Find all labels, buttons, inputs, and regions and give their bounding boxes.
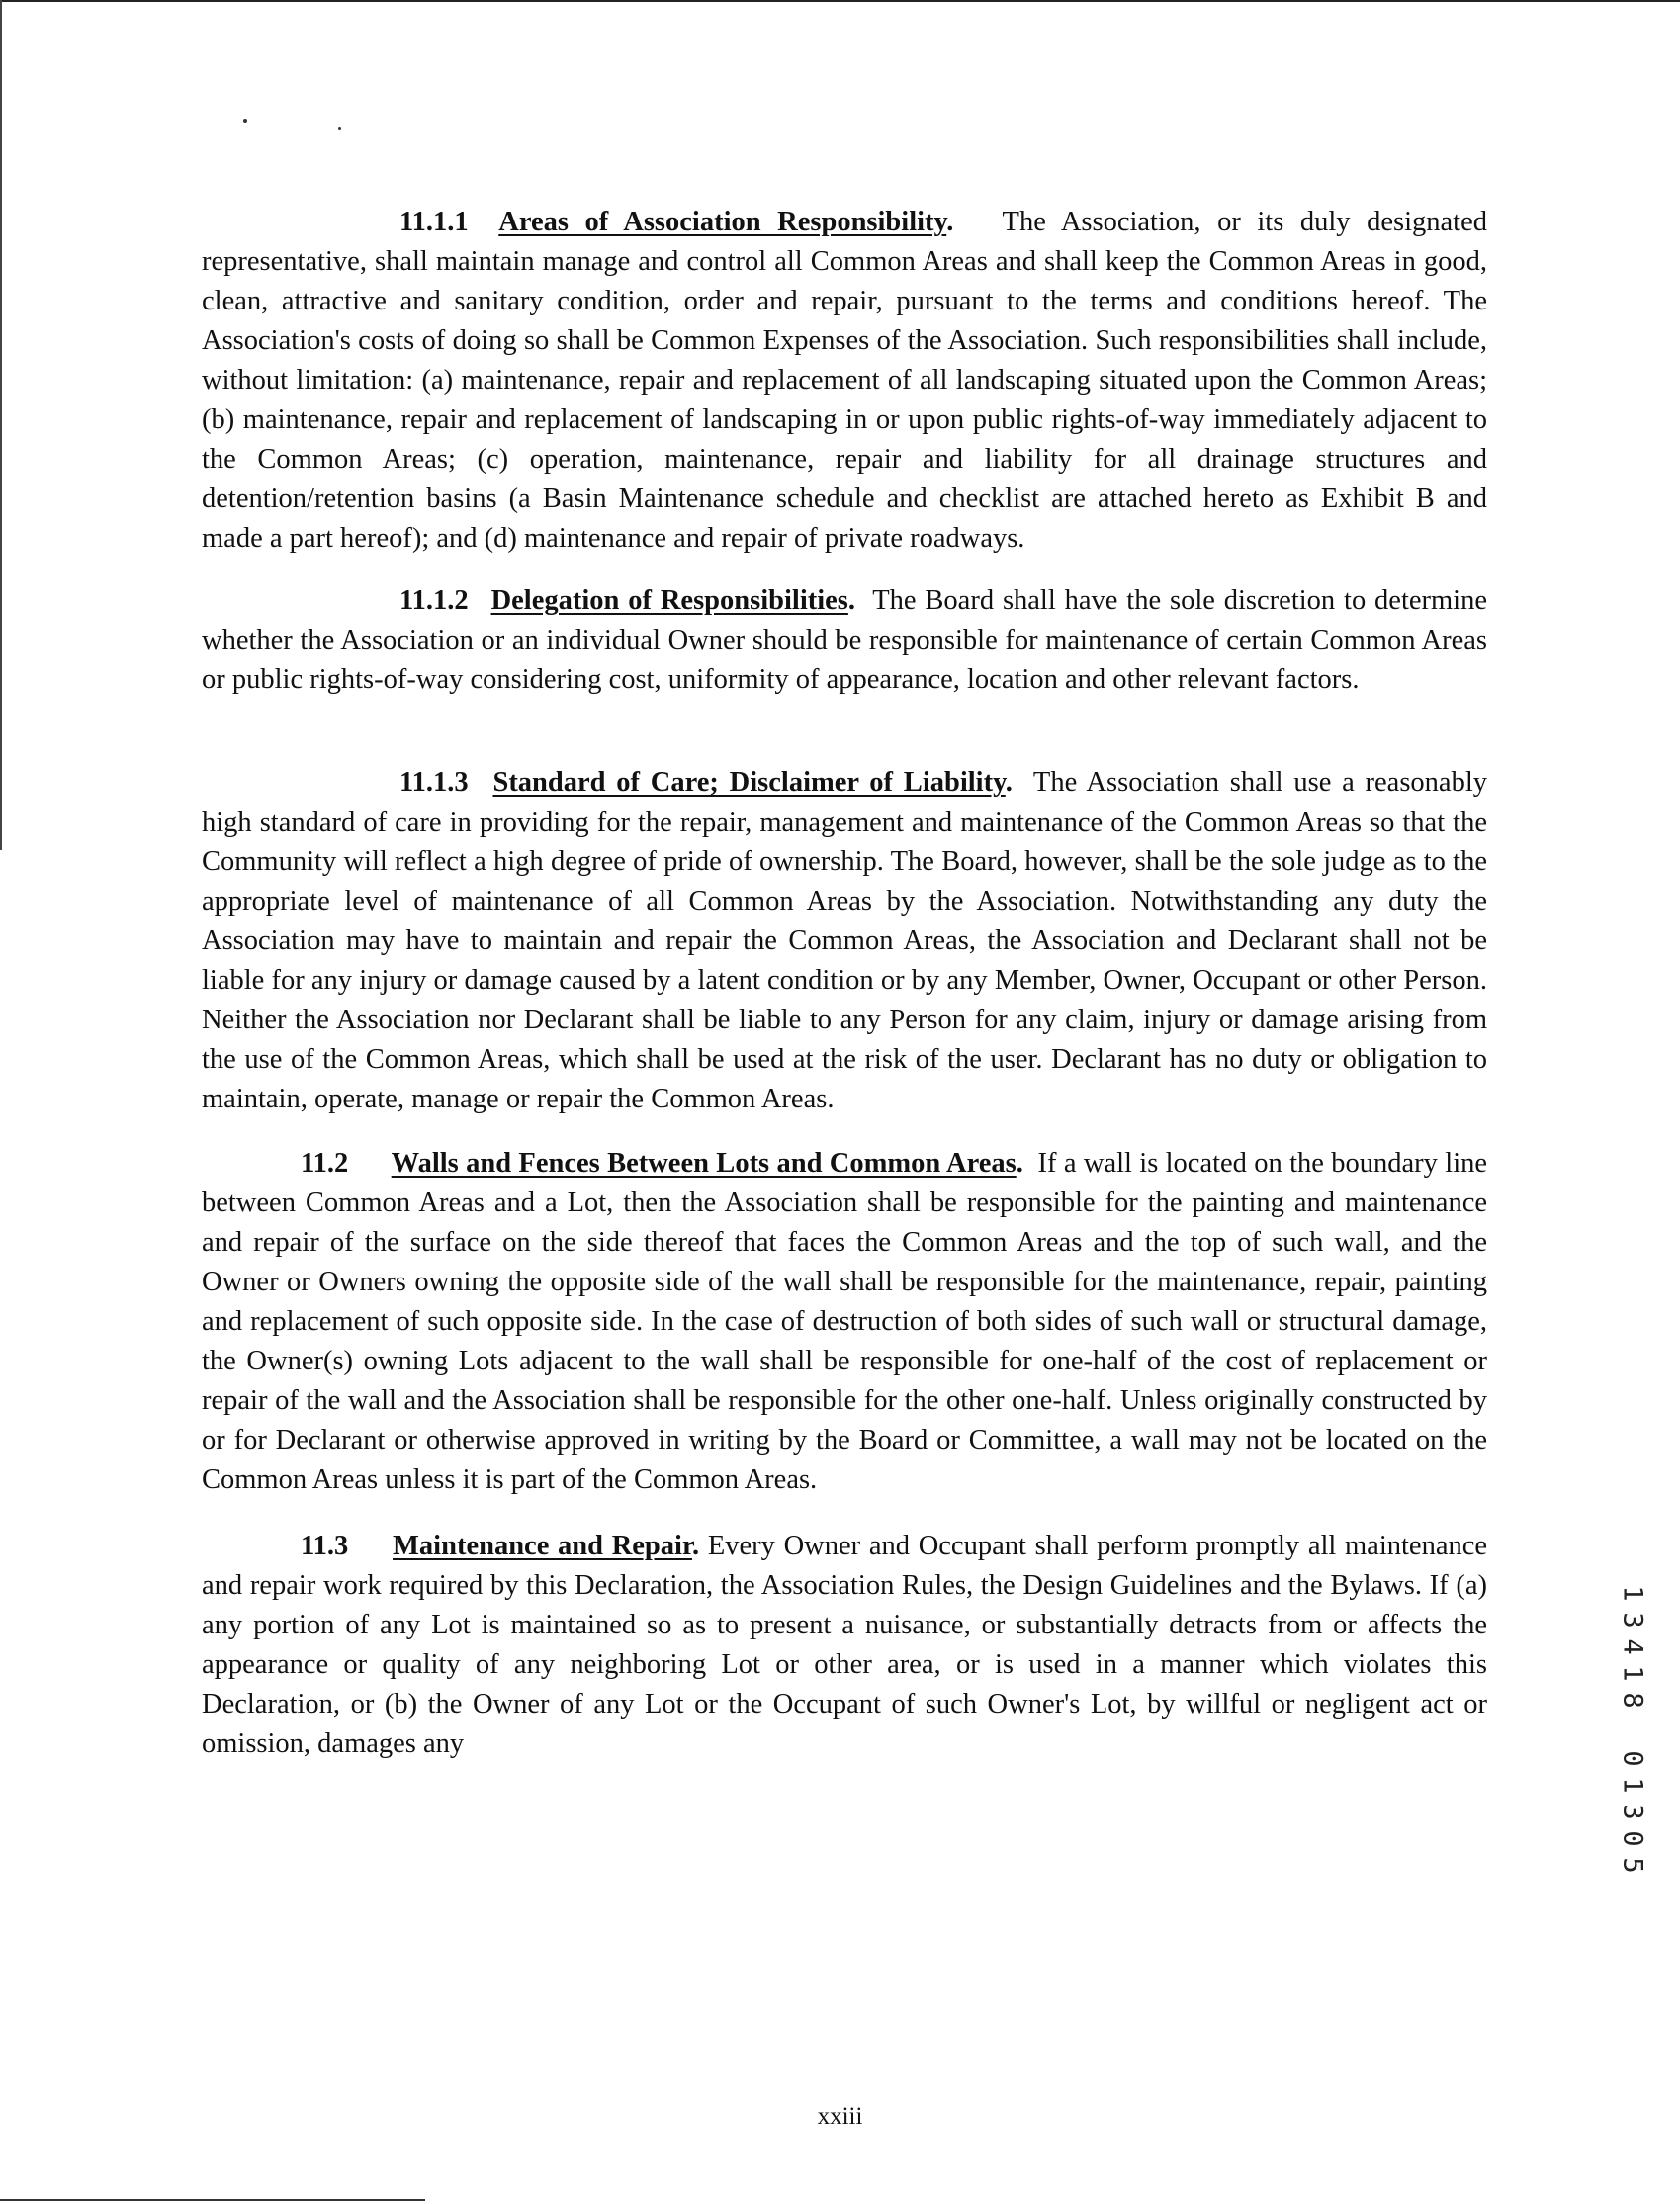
- section-number: 11.1.3: [399, 767, 469, 798]
- section-number: 11.3: [301, 1531, 349, 1561]
- section-11-1-1: 11.1.1 Areas of Association Responsibility. The Association, or its duly designated representative, shall maintain manage and control all Common Areas and shall keep the Common Areas in good, clean, attractive and sanitary condition, order and repair, pursuant to the terms and conditions hereof. The Association's costs of doing so shall be Common Expenses of the Association. Such responsibilities shall include, without limitation: (a) maintenance, repair and replacement of all landscaping situated upon the Common Areas; (b) maintenance, repair and replacement of landscaping in or upon public rights-of-way immediately adjacent to the Common Areas; (c) operation, maintenance, repair and liability for all drainage structures and detention/retention basins (a Basin Maintenance schedule and checklist are attached hereto as Exhibit B and made a part hereof); and (d) maintenance and repair of private roadways.: [202, 203, 1487, 559]
- stamp-digit: 4: [1617, 1638, 1648, 1655]
- recording-stamp-part2: [1617, 1745, 1648, 1879]
- section-11-1-3: 11.1.3 Standard of Care; Disclaimer of Liability. The Association shall use a reasonably high standard of care in providing for the repair, management and maintenance of the Common Areas so that the Community will reflect a high degree of pride of ownership. The Board, however, shall be the sole judge as to the appropriate level of maintenance of all Common Areas by the Association. Notwithstanding any duty the Association may have to maintain and repair the Common Areas, the Association and Declarant shall not be liable for any injury or damage caused by a latent condition or by any Member, Owner, Occupant or other Person. Neither the Association nor Declarant shall be liable to any Person for any claim, injury or damage arising from the use of the Common Areas, which shall be used at the risk of the user. Declarant has no duty or obligation to maintain, operate, manage or repair the Common Areas.: [202, 763, 1487, 1119]
- stamp-digit: 0: [1617, 1830, 1648, 1847]
- section-number: 11.2: [301, 1148, 349, 1179]
- stamp-digit: 5: [1617, 1857, 1648, 1874]
- section-body: The Association, or its duly designated representative, shall maintain manage and control all Common Areas and shall keep the Common Areas in good, clean, attractive and sanitary condition, order and repair, pursuant to the terms and conditions hereof. The Association's costs of doing so shall be Common Expenses of the Association. Such responsibilities shall include, without limitation: (a) maintenance, repair and replacement of all landscaping situated upon the Common Areas; (b) maintenance, repair and replacement of landscaping in or upon public rights-of-way immediately adjacent to the Common Areas; (c) operation, maintenance, repair and liability for all drainage structures and detention/retention basins (a Basin Maintenance schedule and checklist are attached hereto as Exhibit B and made a part hereof); and (d) maintenance and repair of private roadways.: [202, 207, 1487, 554]
- section-heading: Areas of Association Responsibility: [498, 207, 947, 237]
- section-body: Every Owner and Occupant shall perform promptly all maintenance and repair work required by this Declaration, the Association Rules, the Design Guidelines and the Bylaws. If (a) any portion of any Lot is maintained so as to present a nuisance, or substantially detracts from or affects the appearance or quality of any neighboring Lot or other area, or is used in a manner which violates this Declaration, or (b) the Owner of any Lot or the Occupant of such Owner's Lot, by willful or negligent act or omission, damages any: [202, 1531, 1488, 1759]
- section-11-2: 11.2 Walls and Fences Between Lots and Common Areas. If a wall is located on the boundary line between Common Areas and a Lot, then the Association shall be responsible for the painting and maintenance and repair of the surface on the side thereof that faces the Common Areas and the top of such wall, and the Owner or Owners owning the opposite side of the wall shall be responsible for the maintenance, repair, painting and replacement of such opposite side. In the case of destruction of both sides of such wall or structural damage, the Owner(s) owning Lots adjacent to the wall shall be responsible for one-half of the cost of replacement or repair of the wall and the Association shall be responsible for the other one-half. Unless originally constructed by or for Declarant or otherwise approved in writing by the Board or Committee, a wall may not be located on the Common Areas unless it is part of the Common Areas.: [202, 1144, 1487, 1500]
- section-11-3: 11.3 Maintenance and Repair. Every Owner and Occupant shall perform promptly all maintenance and repair work required by this Declaration, the Association Rules, the Design Guidelines and the Bylaws. If (a) any portion of any Lot is maintained so as to present a nuisance, or substantially detracts from or affects the appearance or quality of any neighboring Lot or other area, or is used in a manner which violates this Declaration, or (b) the Owner of any Lot or the Occupant of such Owner's Lot, by willful or negligent act or omission, damages any: [202, 1527, 1487, 1764]
- scan-speck: [243, 119, 247, 123]
- document-body: [202, 203, 1487, 1764]
- section-number: 11.1.1: [399, 207, 469, 237]
- recording-stamp-part1: [1617, 1580, 1648, 1714]
- section-11-1-2: 11.1.2 Delegation of Responsibilities. The Board shall have the sole discretion to determine whether the Association or an individual Owner should be responsible for maintenance of certain Common Areas or public rights-of-way considering cost, uniformity of appearance, location and other relevant factors.: [202, 581, 1487, 700]
- section-body: The Association shall use a reasonably high standard of care in providing for the repair, management and maintenance of the Common Areas so that the Community will reflect a high degree of pride of ownership. The Board, however, shall be the sole judge as to the appropriate level of maintenance of all Common Areas by the Association. Notwithstanding any duty the Association may have to maintain and repair the Common Areas, the Association and Declarant shall not be liable for any injury or damage caused by a latent condition or by any Member, Owner, Occupant or other Person. Neither the Association nor Declarant shall be liable to any Person for any claim, injury or damage arising from the use of the Common Areas, which shall be used at the risk of the user. Declarant has no duty or obligation to maintain, operate, manage or repair the Common Areas.: [202, 767, 1487, 1114]
- section-heading: Walls and Fences Between Lots and Common Areas: [391, 1148, 1017, 1179]
- stamp-digit: 3: [1617, 1804, 1648, 1820]
- section-heading: Delegation of Responsibilities: [490, 585, 848, 616]
- scan-speck: [338, 127, 341, 130]
- scan-top-edge: [0, 0, 1680, 2]
- stamp-digit: 1: [1617, 1777, 1648, 1794]
- section-heading: Maintenance and Repair: [393, 1531, 692, 1561]
- section-body: The Board shall have the sole discretion to determine whether the Association or an individual Owner should be responsible for maintenance of certain Common Areas or public rights-of-way considering cost, uniformity of appearance, location and other relevant factors.: [202, 585, 1488, 695]
- stamp-digit: 1: [1617, 1585, 1648, 1602]
- stamp-digit: 0: [1617, 1750, 1648, 1767]
- section-heading: Standard of Care; Disclaimer of Liability: [492, 767, 1006, 798]
- stamp-digit: 1: [1617, 1665, 1648, 1682]
- section-number: 11.1.2: [399, 585, 469, 616]
- section-body: If a wall is located on the boundary line between Common Areas and a Lot, then the Association shall be responsible for the painting and maintenance and repair of the surface on the side thereof that faces the Common Areas and the top of such wall, and the Owner or Owners owning the opposite side of the wall shall be responsible for the maintenance, repair, painting and replacement of such opposite side. In the case of destruction of both sides of such wall or structural damage, the Owner(s) owning Lots adjacent to the wall shall be responsible for one-half of the cost of replacement or repair of the wall and the Association shall be responsible for the other one-half. Unless originally constructed by or for Declarant or otherwise approved in writing by the Board or Committee, a wall may not be located on the Common Areas unless it is part of the Common Areas.: [202, 1148, 1488, 1495]
- stamp-digit: 8: [1617, 1692, 1648, 1709]
- stamp-digit: 3: [1617, 1612, 1648, 1629]
- page-number: xxiii: [817, 2103, 863, 2130]
- scan-left-edge: [0, 0, 2, 850]
- recording-stamp: [1618, 1580, 1647, 1879]
- scan-bottom-rule: [0, 2199, 425, 2201]
